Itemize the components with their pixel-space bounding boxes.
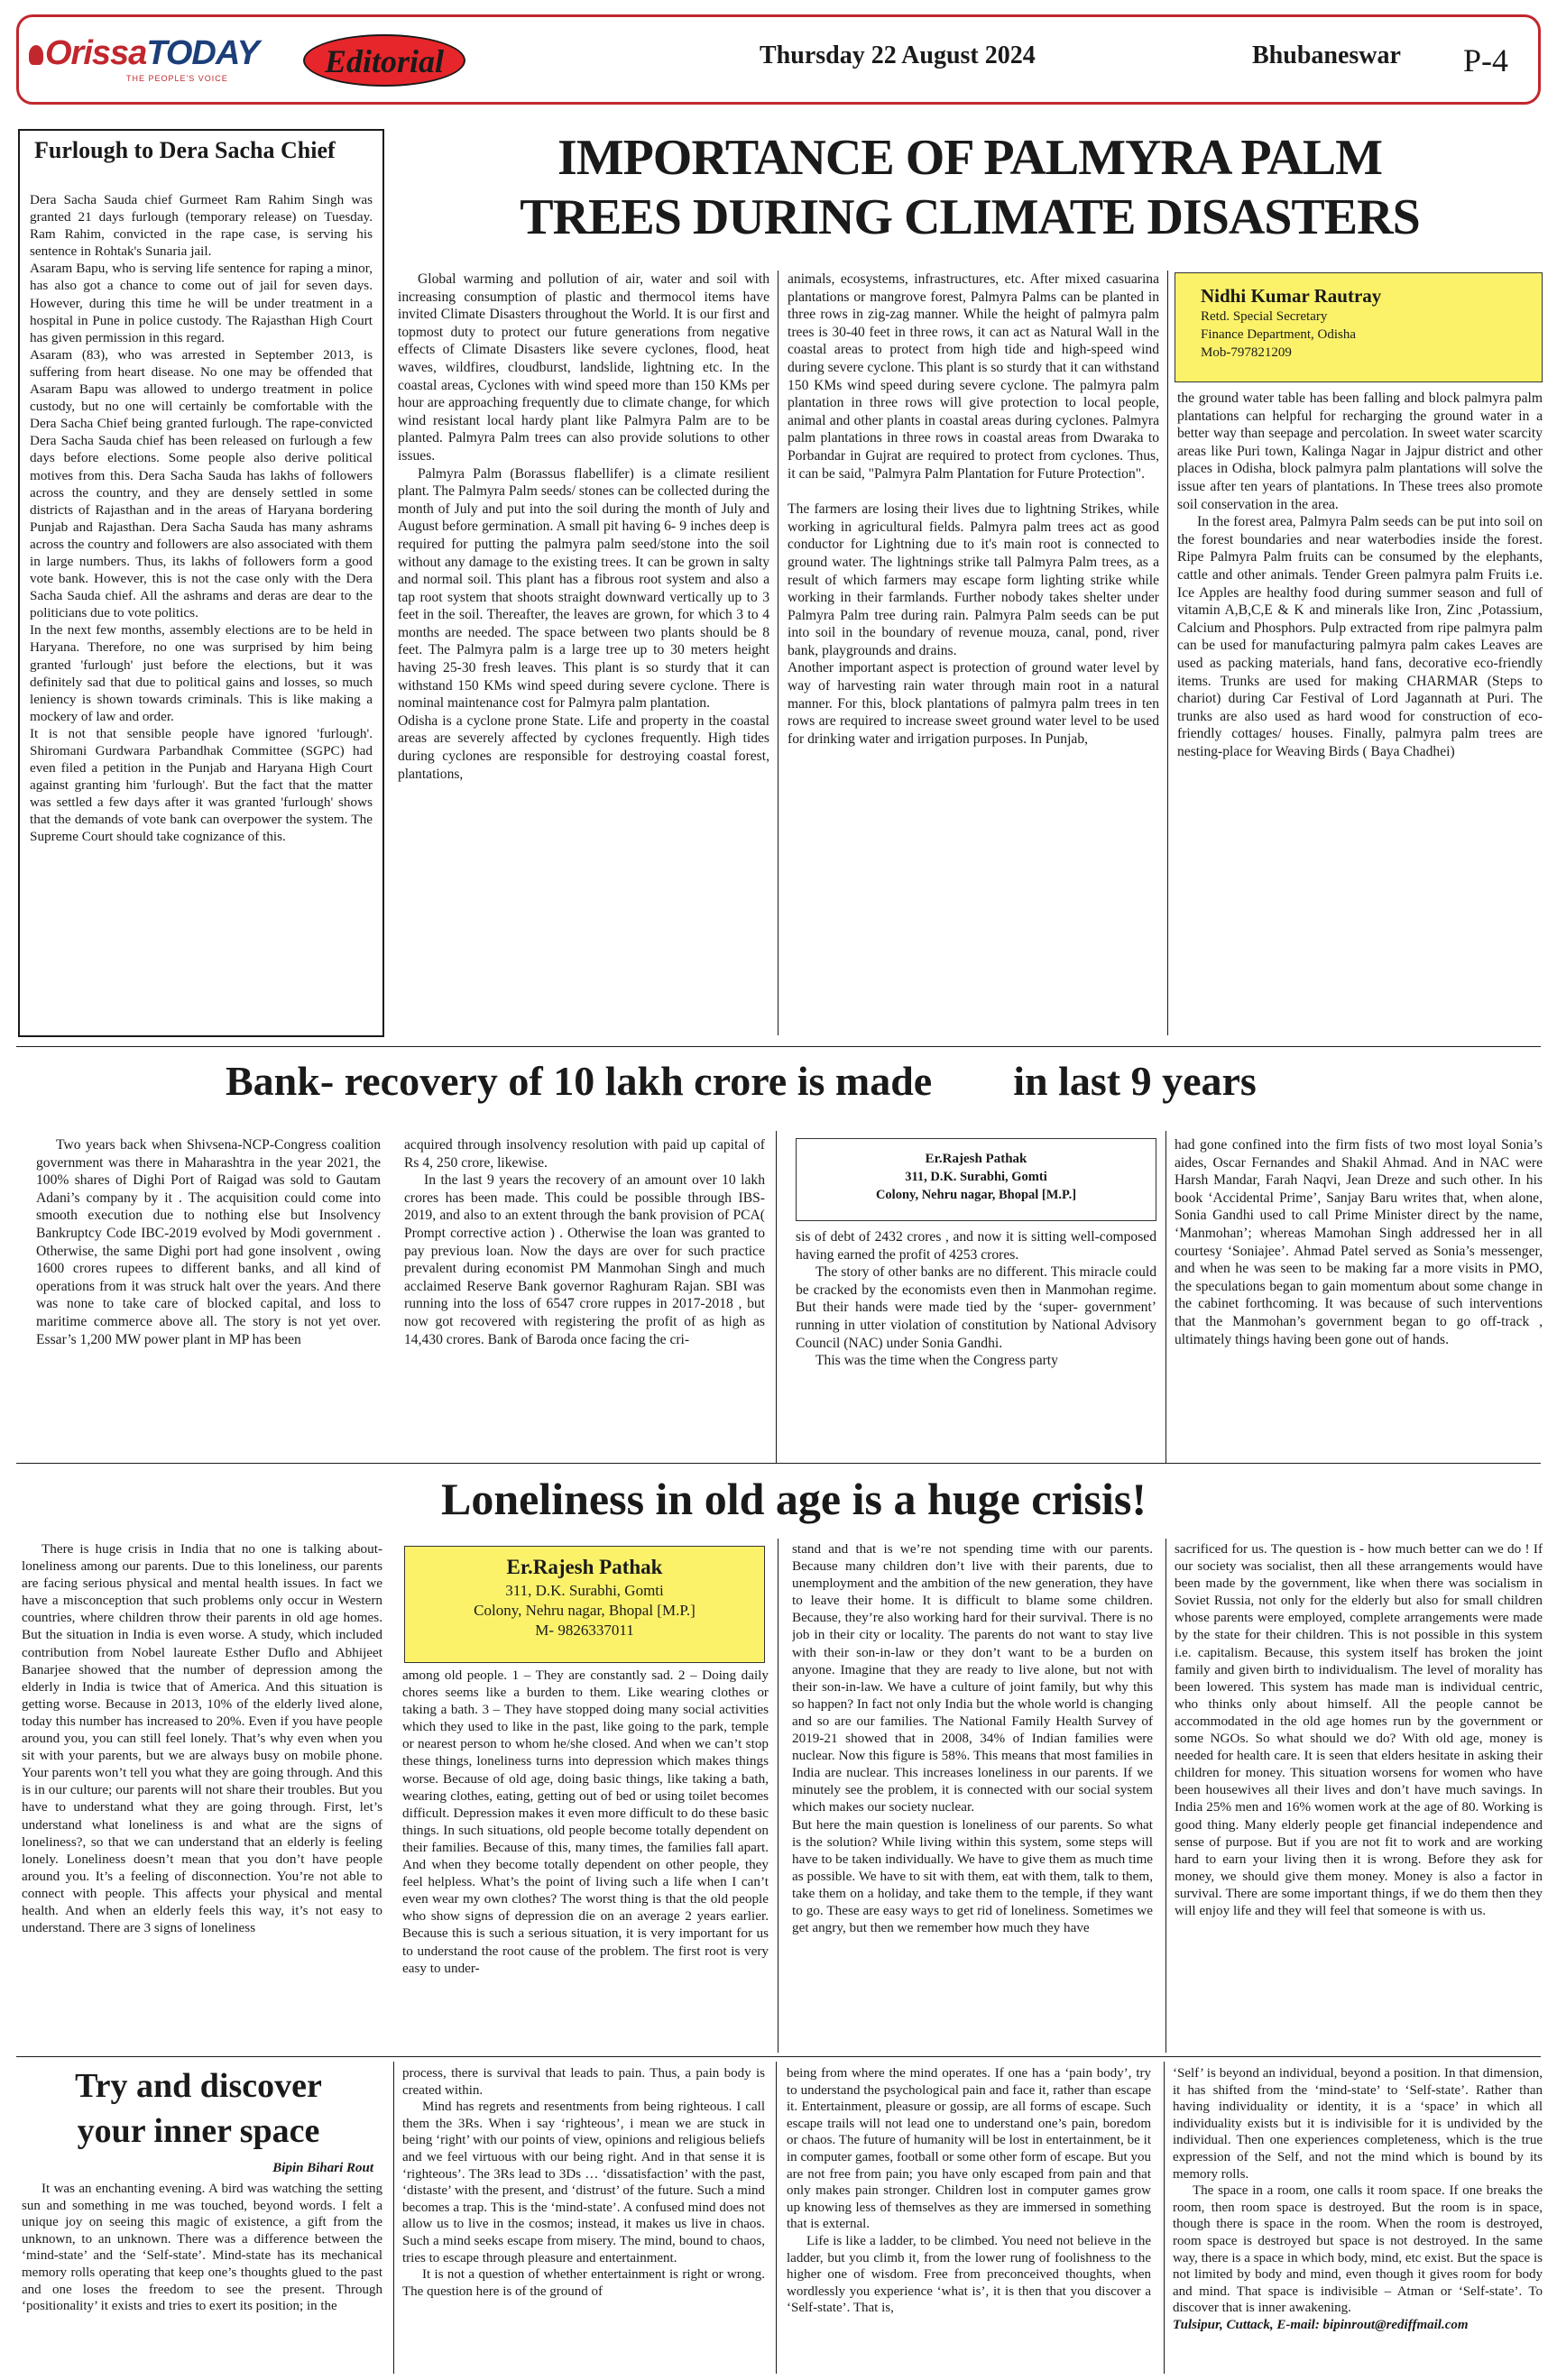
sidebar-paragraph: Asaram (83), who was arrested in September 2013, is suffering from heart disease. No one may be offended that Asaram Bapu was allowed to undergo treatment in police custody, but no one will certainly be comfortable with the Dera Sacha Chief being granted furlough. The rape-convicted Dera Sacha Sauda chief has been released on furlough a few days before elections. Some people also derive political motives from this. Dera Sacha Sauda has lakhs of followers across the country, and they are densely settled in some districts of Rajasthan and in the areas of Haryana bordering Punjab and Rajasthan. Dera Sacha Sauda has many ashrams across the country and followers are also associated with them in large numbers. Thus, its lakhs of followers form a good vote bank. However, this is not the case only with the Dera Sacha Sauda chief. All the ashrams and deras are dear to the politicians due to vote politics. [30, 346, 373, 621]
inner-space-paragraph: It is not a question of whether entertainment is right or wrong. The question here is of the ground of [402, 2267, 765, 2299]
section-divider [16, 1046, 1541, 1047]
byline-line: M- 9826337011 [535, 1622, 634, 1639]
section-badge: Editorial [303, 34, 465, 87]
issue-date: Thursday 22 August 2024 [760, 41, 1036, 69]
byline-line: Mob-797821209 [1201, 345, 1292, 360]
byline-name: Er.Rajesh Pathak [506, 1556, 663, 1578]
palmyra-paragraph: Palmyra Palm (Borassus flabellifer) is a climate resilient plant. The Palmyra Palm seeds/ stones can be collected during the month of July and put into the soil during the month of July and August before germination. A small pit having 6- 9 inches deep is required for putting the palmyra palm seed/stone into the soil without any damage to the existing trees. It can be grown in salty and normal soil. This plant has a fibrous root system and also a tap root system that shoots straight downward vertically up to 3 feet in the soil. Thereafter, the leaves are grown, for which 3 to 4 months are needed. The space between two plants should be 8 feet. The Palmyra palm is a large tree up to 30 meters height having 25-30 fresh leaves. This plant is so sturdy that it can withstand 150 KMs wind speed during severe cyclone. There is nominal maintenance cost for Palmyra palm plantation. [398, 465, 769, 712]
logo-main: Orissa [45, 34, 147, 72]
inner-space-paragraph: process, there is survival that leads to pain. Thus, a pain body is created within. [402, 2066, 765, 2098]
inner-space-column-4 [1173, 2065, 1543, 2372]
bank-column-1 [36, 1136, 381, 1461]
inner-space-headline-line: your inner space [77, 2112, 320, 2150]
byline-name: Nidhi Kumar Rautray [1201, 285, 1382, 307]
palmyra-headline-line: TREES DURING CLIMATE DISASTERS [520, 189, 1420, 245]
bank-column-4 [1175, 1136, 1543, 1461]
logo-brand: TODAY [146, 34, 259, 72]
inner-space-paragraph: being from where the mind operates. If one has a ‘pain body’, try to understand the psychological pain and face it, rather than escape it. Entertainment, pleasure or gossip, are all forms of escape. Such escape trails will not lead one to understand one’s pain, boredom or chaos. The future of humanity will be lost in entertainment, be it in computer games, football or some other form of escape. But you are not free from pain; you have only escaped from pain and that only makes pain stronger. Children lost in computer games grow up knowing less of themselves as they are immersed in something that is external. [787, 2066, 1151, 2232]
palmyra-column-3 [1177, 390, 1543, 1039]
column-divider [1164, 2062, 1165, 2374]
bank-column-2 [404, 1136, 765, 1461]
column-divider [1167, 271, 1168, 1035]
sidebar-paragraph: Asaram Bapu, who is serving life sentence for raping a minor, has also got a chance to come out of jail for seven days. However, during this time he will be under treatment in a hospital in Pune in police custody. The Rajasthan High Court has given permission in this regard. [30, 261, 373, 345]
bank-paragraph: had gone confined into the firm fists of two most loyal Sonia’s aides, Oscar Fernandes and Shakil Ahmad. And in NAC were Harsh Mandar, Farah Naqvi, Jean Dreze and such other. In his book ‘Accidental Prime’, Sanjay Baru writes that, when alone, Sonia Gandhi used to call Prime Minister direct by the name, ‘Manmohan’; whereas Mamohan Singh addressed her in all courtesy ‘Soniajee’. Ahmad Patel served as Sonia’s messenger, and when he was seen to be making far a more visits in PMO, the speculations began to gain momentum about some change in the cabinet forthcoming. It was because of such interventions that the Manmohan’s government began to go off-track , ultimately things having been gone out of hands. [1175, 1137, 1543, 1347]
bank-paragraph: sis of debt of 2432 crores , and now it is sitting well-composed having earned the profit of 4253 crores. [796, 1229, 1156, 1263]
loneliness-paragraph: among old people. 1 – They are constantly sad. 2 – Doing daily chores seems like a burden to them. Like wearing clothes or taking a bath. 3 – They have stopped doing many social activities which they used to like in the past, like going to the park, temple or nearest person to whom he/she closed. And when we can’t stop these things, loneliness turns into depression which makes things worse. Because of old age, doing basic things, like taking a bath, wearing clothes, eating, getting out of bed or using toilet becomes difficult. Depression makes it even more difficult to do these basic things. In such situations, old people become totally dependent on their families. Because of this, many times, the families fall apart. And when they become totally dependent on other people, they feel helpless. What’s the point of living such a life when I can’t even wear my own clothes? The worst thing is that the old people who show signs of depression die on an average 2 years earlier. Because this is such a serious situation, it is very important for us to understand the root cause of the problem. The first root is very easy to under- [402, 1668, 769, 1976]
bank-headline [226, 1052, 1362, 1111]
palmyra-paragraph: the ground water table has been falling and block palmyra palm plantations can helpful for recharging the ground water in a better way than seepage and percolation. In sweet water scarcity areas like Puri town, Kalinga Nagar in Jajpur district and other places in Odisha, block palmyra palm plantations will solve the issue after ten years of plantations. In These trees also promote soil conservation in the area. [1177, 391, 1543, 512]
issue-city: Bhubaneswar [1252, 41, 1401, 69]
byline-line: Colony, Nehru nagar, Bhopal [M.P.] [875, 1188, 1077, 1202]
loneliness-paragraph: But here the main question is loneliness of our parents. So what is the solution? While living within this system, some steps will have to be taken individually. We have to give them as much time as possible. We have to sit with them, eat with them, talk to them, take them on a holiday, and take them to the temple, if they want to go. These are easy ways to get rid of loneliness. Sometimes we get angry, but then we remember how much they have [792, 1816, 1153, 1936]
bank-headline-part: in last 9 years [1013, 1058, 1257, 1104]
palmyra-paragraph: Another important aspect is protection of ground water level by way of harvesting rain water through main root in a natural manner. For this, block plantations of palmyra palm trees in ten rows are required to increase sweet ground water level to be used for drinking water and irrigation purposes. In Punjab, [788, 660, 1159, 747]
palmyra-paragraph: Global warming and pollution of air, water and soil with increasing consumption of plastic and thermocol items have invited Climate Disasters throughout the World. It is our first and topmost duty to protect our future generations from negative effects of Climate Disasters like severe cyclones, flood, heat waves, wildfires, cloudburst, landslide, lightning etc. In the coastal areas, Cyclones with wind speed more than 150 KMs per hour are approaching frequently due to climate change, for which wind resistant local hardy plant like Palmyra Palm are to be planted. Palmyra Palm trees can also provide solutions to other issues. [398, 271, 769, 464]
section-divider [16, 1463, 1541, 1464]
byline-line: Colony, Nehru nagar, Bhopal [M.P.] [474, 1602, 696, 1619]
inner-space-headline [27, 2063, 370, 2154]
bank-byline-box [796, 1138, 1156, 1221]
sidebar-body [30, 191, 373, 1030]
loneliness-column-3 [792, 1540, 1153, 2053]
inner-space-paragraph: The space in a room, one calls it room space. If one breaks the room, then room space is destroyed. But the room is in space, though there is space in the room. When the room is destroyed, room space is destroyed but space is not destroyed. In the same way, there is a space in which body, mind, etc exist. But the space is not limited by body and mind, even though it gives room for body and mind. That space is indivisible – Atman or ‘Self-state’. To discover that is inner awakening. [1173, 2183, 1543, 2316]
palmyra-column-1 [398, 271, 769, 1037]
column-divider [776, 2062, 777, 2374]
bank-paragraph: In the last 9 years the recovery of an amount over 10 lakh crores has been made. This could be possible through IBS-2019, and also to an extent through the bank provision of PCA( Prompt corrective action ) . Otherwise the loan was granted to pay previous loan. Now the days are over for such practice prevalent during economist PM Manmohan Singh and much acclaimed Reserve Bank governor Raghuram Rajan. SBI was running into the loss of 6547 crore ruppes in 2017-2018 , but now got recovered with registering the profit of as high as 14,430 crores. Bank of Baroda once facing the cri- [404, 1172, 765, 1347]
inner-space-paragraph: It was an enchanting evening. A bird was watching the setting sun and something in me was touched, beyond words. I felt a unique joy on seeing this magic of existence, a gift from the unknown, to an unknown. There was a difference between the ‘mind-state’ and the ‘Self-state’. Mind-state has its mechanical memory rolls operating that keep one’s thoughts glued to the past and one loses the freedom to see the present. Through ‘positionality’ it exists and tries to exert its position; in the [22, 2182, 382, 2314]
logo-emblem-icon [29, 45, 43, 65]
palmyra-headline [397, 128, 1543, 247]
loneliness-column-1 [22, 1540, 382, 2053]
loneliness-byline-box [404, 1546, 765, 1663]
column-divider [1165, 1131, 1166, 1463]
newspaper-logo [29, 34, 259, 73]
byline-line: Finance Department, Odisha [1201, 327, 1357, 342]
byline-line: 311, D.K. Surabhi, Gomti [505, 1582, 664, 1599]
palmyra-column-2 [788, 271, 1159, 1037]
bank-paragraph: Two years back when Shivsena-NCP-Congress coalition government was there in Maharashtra in the year 2021, the 100% shares of Dighi Port of Raigad was sold to Gautam Adani’s company by it . The acquisition could come into smooth execution due to nothing else but Insolvency Bankruptcy Code IBC-2019 evolved by Modi government . Otherwise, the same Dighi port had gone insolvent , owing 1600 crores rupees to different banks, and all kind of operations from it was struck halt over the years. And there was none to take care of blocked capital, and loss to maritime commerce above all. The story is not yet over. Essar’s 1,200 MW power plant in MP has been [36, 1137, 381, 1347]
palmyra-paragraph: Odisha is a cyclone prone State. Life and property in the coastal areas are severely affected by cyclones frequently. High tides during cyclones are responsible for destroying coastal forest, plantations, [398, 712, 769, 782]
page-number: P-4 [1463, 42, 1509, 78]
inner-space-column-3 [787, 2065, 1151, 2372]
sidebar-title: Furlough to Dera Sacha Chief [34, 137, 336, 163]
loneliness-paragraph: There is huge crisis in India that no one is talking about-loneliness among our parents. Due to this loneliness, our parents are facing serious physical and mental health issues. In fact we have a misconception that such problems only occur in Western countries, where children throw their parents in old age homes. But the situation in India is even worse. A study, which included contribution from Nobel laureate Esther Duflo and Abhijeet Banarjee showed that the number of depression among the elderly in India is twice that of America. And this situation is getting worse. Because in 2013, 10% of the elderly lived alone, today this number has increased to 20%. Even if you have people around you, you can still feel lonely. That’s why even when you sit with your parents, but we are always busy on mobile phone. Your parents won’t tell you what they are going through. And this is in our culture; our parents will not share their troubles. But you have to understand what they are going through. First, let’s understand what loneliness is and what are the signs of loneliness?, so that we can understand that an elderly is feeling lonely. Loneliness doesn’t mean that you don’t have people around you. It’s a feeling of disconnection. You’re not able to connect with people. This affects your physical and mental health. And when an elderly feels this way, it’s not easy to understand. There are 3 signs of loneliness [22, 1541, 382, 1936]
loneliness-column-4 [1175, 1540, 1543, 2053]
bank-paragraph: The story of other banks are no different. This miracle could be cracked by the economists even then in Manmohan regime. But their hands were made tied by the ‘super- government’ running in utter violation of constitution by National Advisory Council (NAC) under Sonia Gandhi. [796, 1264, 1156, 1351]
byline-line: 311, D.K. Surabhi, Gomti [905, 1170, 1047, 1184]
loneliness-paragraph: sacrificed for us. The question is - how much better can we do ! If our society was socialist, then all these arrangements would have been made by the government, like when there was socialism in Soviet Russia, not only for the elderly but also for small children whose parents were employed, complete arrangements were made by the state for their children. This is not possible in this system i.e. capitalism. Because, this system itself has broken the joint family and given birth to individualism. The level of morality has been lowered. This system has made man is individual centric, who thinks only about himself. All the people cannot be accommodated in the old age homes run by the government or some NGOs. So what should we do? With old age, money is needed for health care. It is seen that elders hesitate in asking their children for money. This situation worsens for women who have been housewives all their lives and don’t have much savings. In India 25% men and 16% women work at the age of 80. Working is good thing. Many elderly people get financial independence and sense of purpose. But if you are not fit to work and are working hard to earn your living then it is wrong. Before they ask for money, we should give them money. Money is also a factor in survival. There are some important things, if we do them then they will enjoy life and they will feel that someone is with us. [1175, 1541, 1543, 1918]
bank-paragraph: This was the time when the Congress party [815, 1353, 1058, 1369]
sidebar-paragraph: In the next few months, assembly elections are to be held in Haryana. Therefore, no one was surprised by him being granted 'furlough' just before the elections, but it was definitely sad that due to political gains and losses, so much leniency is shown towards criminals. This is like making a mockery of law and order. [30, 622, 373, 724]
inner-space-author: Bipin Bihari Rout [272, 2161, 373, 2175]
loneliness-paragraph: stand and that is we’re not spending time with our parents. Because many children don’t live with their parents, due to unemployment and the ambition of the new generation, they have to leave their home. It is difficult to blame some children. Because, they’re also working hard for their survival. There is no job in their city or locality. The parents do not want to stay live with their son-in-law or they don’t want to be a burden on anyone. Imagine that they are ready to live alone, but not with their son-in-law. We have a culture of joint family, but why this so happen? In fact not only India but the whole world is changing and so are our families. The National Family Health Survey of 2019-21 showed that in 2008, 34% of Indian families were nuclear. Now this figure is 58%. This means that most families in India are nuclear. This increases loneliness in our parents. If we minutely see the problem, it is connected with our social system which makes our society nuclear. [792, 1541, 1153, 1815]
palmyra-headline-line: IMPORTANCE OF PALMYRA PALM [557, 130, 1383, 186]
inner-space-column-2 [402, 2065, 765, 2372]
inner-space-paragraph: Mind has regrets and resentments from being righteous. I call them the 3Rs. When i say ‘righteous’, i mean we are stuck in being ‘right’ with our points of view, opinions and religious beliefs and we feel virtuous with our being right. And in that sense it is ‘righteous’. The 3Rs lead to 3Ds … ‘dissatisfaction’ with the past, ‘distaste’ with the present, and ‘distrust’ of the future. Such a mind becomes a trap. This is the ‘mind-state’. A confused mind does not allow us to live in the cosmos; instead, it makes us live in chaos. Such a mind seeks escape from misery. The mind, bound to chaos, tries to escape through pleasure and entertainment. [402, 2100, 765, 2265]
column-divider [393, 2062, 394, 2374]
palmyra-paragraph: The farmers are losing their lives due to lightning Strikes, while working in agricultural fields. Palmyra palm trees act as good conductor for Lightning due to it's main root is connected to ground water. The lightnings strike tall Palmyra Palm trees, as a result of which farmers may escape form lighting strike while working in their farmlands. Further nobody takes shelter under Palmyra Palm tree during rain. Palmyra Palm seeds can be put into soil in the boundary of revenue mouza, canal, pond, river bank, playgrounds and drains. [788, 501, 1159, 658]
loneliness-headline: Loneliness in old age is a huge crisis! [440, 1474, 1147, 1524]
sidebar-paragraph: It is not that sensible people have ignored 'furlough'. Shiromani Gurdwara Parbandhak Committee (SGPC) had even filed a petition in the Punjab and Haryana High Court against granting him 'furlough'. But the fact that the matter was settled a few days after it was granted 'furlough' shows that the demands of vote bank can overpower the system. The Supreme Court should take cognizance of this. [30, 725, 373, 845]
byline-line: Retd. Special Secretary [1201, 309, 1328, 324]
inner-space-paragraph: Life is like a ladder, to be climbed. You need not believe in the ladder, but you climb it, from the lower rung of foolishness to the higher one of wisdom. Free from preconceived thoughts, when wordlessly you experience ‘what is’, it is then that you discover a ‘Self-state’. That is, [787, 2233, 1151, 2316]
palmyra-paragraph: animals, ecosystems, infrastructures, etc. After mixed casuarina plantations or mangrove forest, Palmyra Palms can be planted in three rows in zig-zag manner. While the height of palmyra palm trees is 30-40 feet in three rows, it can act as Natural Wall in the coastal areas to protect from high tide and high-speed wind during severe cyclone. This plant is so sturdy that it can withstand 150 KMs wind speed during severe cyclone. The palmyra palm plantation in three rows will give protection to local people, animal and other plants in coastal areas during cyclones. Palmyra palm plantations in three rows in coastal areas from Dwaraka to Porbandar in Gujrat are required to protect from cyclones. Thus, it can be said, "Palmyra Palm Plantation for Future Protection". [788, 271, 1159, 482]
palmyra-byline-box [1175, 272, 1543, 382]
inner-space-column-1 [22, 2181, 382, 2372]
column-divider [776, 1131, 777, 1463]
bank-column-3 [796, 1228, 1156, 1463]
bank-paragraph: acquired through insolvency resolution with paid up capital of Rs 4, 250 crore, likewise. [404, 1137, 765, 1171]
inner-space-headline-line: Try and discover [75, 2067, 322, 2105]
column-divider [1165, 1539, 1166, 2053]
logo-tagline: THE PEOPLE'S VOICE [126, 74, 228, 83]
section-divider [16, 2056, 1541, 2057]
palmyra-paragraph: In the forest area, Palmyra Palm seeds can be put into soil on the forest boundaries and near waterbodies inside the forest. Ripe Palmyra Palm fruits can be consumed by the elephants, cattle and other animals. Tender Green palmyra palm Fruits i.e. Ice Apples are healthy food during summer season and full of vitamin A,B,C,E & K and minerals like Iron, Zinc ,Potassium, Calcium and Phosphors. Pulp extracted from ripe palmyra palm can be used for manufacturing palmyra palm cakes Leaves are used as packing materials, hand fans, decorative eco-friendly items. Trunks are used for making CHARMAR (Steps to chariot) during Car Festival of Lord Jagannath at Puri. The trunks are also used as hard wood for construction of eco-friendly cottages/ houses. Finally, palmyra palm trees are nesting-place for Weaving Birds ( Baya Chadhei) [1177, 514, 1543, 759]
byline-name: Er.Rajesh Pathak [925, 1152, 1027, 1166]
loneliness-column-2 [402, 1667, 769, 2053]
sidebar-paragraph: Dera Sacha Sauda chief Gurmeet Ram Rahim Singh was granted 21 days furlough (temporary release) on Tuesday. Ram Rahim, convicted in the rape case, is serving his sentence in Rohtak's Sunaria jail. [30, 192, 373, 260]
bank-headline-part: Bank- recovery of 10 lakh crore is made [226, 1058, 933, 1104]
inner-space-footer: Tulsipur, Cuttack, E-mail: bipinrout@rediffmail.com [1173, 2317, 1469, 2332]
inner-space-paragraph: ‘Self’ is beyond an individual, beyond a position. In that dimension, it has shifted from the ‘mind-state’ to ‘Self-state’. Rather than having individuality or identity, it is a ‘space’ in which all individuality exists but it is indivisible for it is undivided by the individual. Then one experiences completeness, which is the true expression of the Self, and not the mind which is bound by its memory rolls. [1173, 2066, 1543, 2182]
